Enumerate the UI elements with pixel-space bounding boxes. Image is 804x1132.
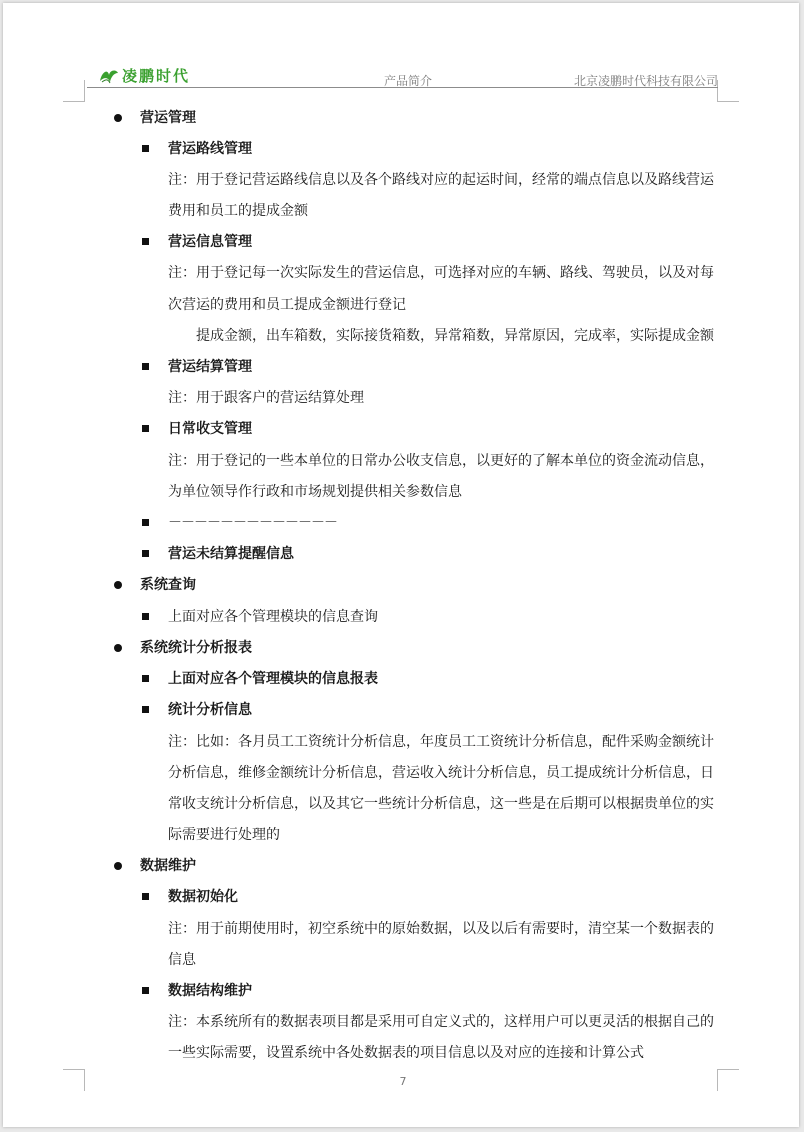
document-page — [3, 3, 799, 1127]
bullet-dot — [114, 114, 122, 122]
subsection-heading: 上面对应各个管理模块的信息报表 — [168, 671, 378, 687]
section-heading: 营运管理 — [140, 110, 196, 126]
crop-mark — [63, 101, 85, 102]
bullet-square — [142, 987, 149, 994]
note-text: 注：用于登记每一次实际发生的营运信息，可选择对应的车辆、路线、驾驶员，以及对每 — [168, 265, 714, 281]
crop-mark — [63, 1069, 85, 1070]
subsection-heading: 统计分析信息 — [168, 702, 252, 718]
leaf-logo-icon — [98, 67, 120, 85]
subsection-heading: 日常收支管理 — [168, 421, 252, 437]
section-heading: 系统查询 — [140, 577, 196, 593]
note-text: 注：用于跟客户的营运结算处理 — [168, 390, 364, 406]
bullet-square — [142, 238, 149, 245]
note-text: 注：本系统所有的数据表项目都是采用可自定义式的，这样用户可以更灵活的根据自己的 — [168, 1014, 714, 1030]
header-divider — [87, 87, 718, 88]
note-text: 际需要进行处理的 — [168, 827, 280, 843]
bullet-square — [142, 519, 149, 526]
bullet-dot — [114, 581, 122, 589]
header-title: 产品简介 — [383, 74, 432, 88]
company-logo — [98, 65, 190, 86]
subsection-heading: 数据结构维护 — [168, 983, 252, 999]
crop-mark — [717, 101, 739, 102]
bullet-square — [142, 706, 149, 713]
bullet-dot — [114, 644, 122, 652]
page-number: 7 — [399, 1075, 407, 1088]
section-heading: 数据维护 — [140, 858, 196, 874]
note-text: 一些实际需要，设置系统中各处数据表的项目信息以及对应的连接和计算公式 — [168, 1045, 644, 1061]
bullet-square — [142, 893, 149, 900]
note-text: 注：用于登记营运路线信息以及各个路线对应的起运时间，经常的端点信息以及路线营运 — [168, 172, 714, 188]
note-text: 注：比如：各月员工工资统计分析信息，年度员工工资统计分析信息，配件采购金额统计 — [168, 734, 714, 750]
bullet-square — [142, 425, 149, 432]
bullet-square — [142, 363, 149, 370]
subsection-heading: 营运未结算提醒信息 — [168, 546, 294, 562]
header-company: 北京凌鹏时代科技有限公司 — [573, 74, 718, 88]
crop-mark — [717, 1069, 718, 1091]
crop-mark — [717, 1069, 739, 1070]
dash-separator: －－－－－－－－－－－－－ — [168, 515, 337, 531]
subsection-heading: 营运结算管理 — [168, 359, 252, 375]
crop-mark — [84, 1069, 85, 1091]
note-text: 信息 — [168, 952, 196, 968]
logo-text: 凌鹏时代 — [122, 67, 191, 85]
list-item-text: 上面对应各个管理模块的信息查询 — [168, 609, 378, 625]
subsection-heading: 数据初始化 — [168, 889, 238, 905]
bullet-square — [142, 613, 149, 620]
note-text: 费用和员工的提成金额 — [168, 203, 308, 219]
bullet-square — [142, 550, 149, 557]
note-text: 常收支统计分析信息，以及其它一些统计分析信息，这一些是在后期可以根据贵单位的实 — [168, 796, 714, 812]
subsection-heading: 营运路线管理 — [168, 141, 252, 157]
note-text: 次营运的费用和员工提成金额进行登记 — [168, 297, 406, 313]
crop-mark — [84, 80, 85, 102]
section-heading: 系统统计分析报表 — [140, 640, 252, 656]
note-text: 注：用于前期使用时，初空系统中的原始数据，以及以后有需要时，清空某一个数据表的 — [168, 921, 714, 937]
subsection-heading: 营运信息管理 — [168, 234, 252, 250]
note-text: 分析信息，维修金额统计分析信息，营运收入统计分析信息，员工提成统计分析信息，日 — [168, 765, 714, 781]
note-text: 提成金额，出车箱数，实际接货箱数，异常箱数，异常原因，完成率，实际提成金额 — [196, 328, 714, 344]
bullet-dot — [114, 862, 122, 870]
note-text: 为单位领导作行政和市场规划提供相关参数信息 — [168, 484, 462, 500]
bullet-square — [142, 145, 149, 152]
note-text: 注：用于登记的一些本单位的日常办公收支信息，以更好的了解本单位的资金流动信息， — [168, 453, 714, 469]
bullet-square — [142, 675, 149, 682]
